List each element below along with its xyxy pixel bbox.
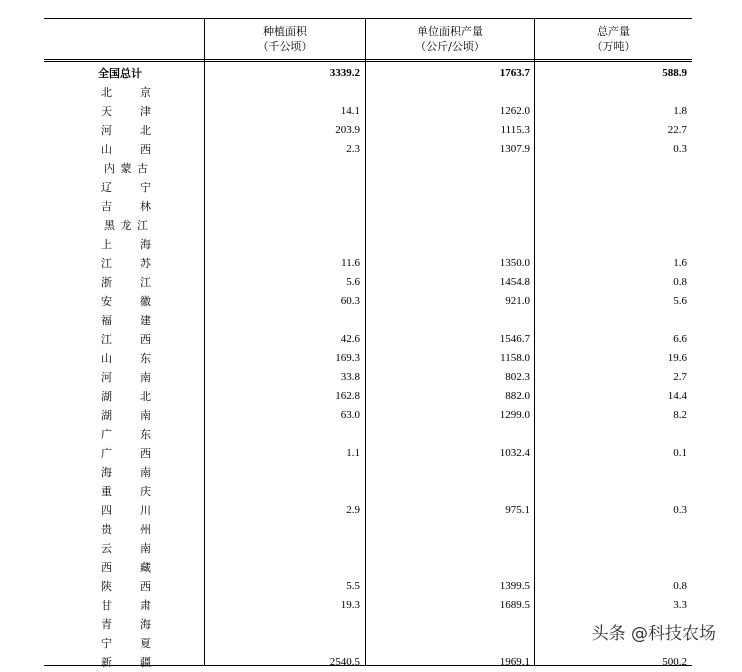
region-name: 云 南 (101, 542, 151, 555)
region-name: 青 海 (101, 618, 151, 631)
top-rule (44, 18, 692, 19)
table-row (44, 235, 692, 254)
planting-area-cell: 11.6 (341, 257, 360, 269)
watermark: 头条 @科技农场 (588, 617, 720, 646)
header-yield-per-area: 单位面积产量 （公斤/公顷） (415, 25, 485, 53)
region-name: 吉 林 (101, 200, 151, 213)
table-row (44, 501, 692, 520)
yield-cell: 1689.5 (499, 599, 530, 611)
planting-area-cell: 60.3 (340, 295, 360, 307)
planting-area-cell: 2.3 (346, 143, 360, 155)
yield-cell: 1299.0 (499, 409, 530, 421)
yield-cell: 1158.0 (500, 352, 530, 364)
region-name: 贵 州 (101, 523, 151, 536)
table-row (44, 140, 692, 159)
yield-cell: 921.0 (505, 295, 530, 307)
header-total-output: 总产量 （万吨） (591, 25, 636, 53)
region-name: 新 疆 (101, 656, 151, 669)
table-row (44, 330, 692, 349)
region-name: 海 南 (101, 466, 151, 479)
table-row (44, 216, 692, 235)
header-rule (44, 59, 692, 60)
planting-area-cell: 5.5 (346, 580, 360, 592)
table-row (44, 273, 692, 292)
total-output-cell: 19.6 (667, 352, 687, 364)
region-name: 河 北 (101, 124, 151, 137)
table-row (44, 197, 692, 216)
table-row (44, 596, 692, 615)
yield-cell: 1969.1 (499, 656, 530, 668)
region-name: 陕 西 (101, 580, 151, 593)
yield-cell: 1763.7 (499, 67, 530, 79)
region-name: 天 津 (101, 105, 151, 118)
total-output-cell: 0.8 (673, 276, 687, 288)
table-row (44, 368, 692, 387)
region-name: 全国总计 (98, 67, 142, 80)
region-name: 辽 宁 (101, 181, 151, 194)
region-name: 山 东 (101, 352, 151, 365)
planting-area-cell: 33.8 (340, 371, 360, 383)
table-row (44, 425, 692, 444)
planting-area-cell: 5.6 (346, 276, 360, 288)
total-output-cell: 1.8 (673, 105, 687, 117)
total-output-cell: 6.6 (673, 333, 687, 345)
planting-area-cell: 14.1 (340, 105, 360, 117)
yield-cell: 1307.9 (499, 143, 530, 155)
planting-area-cell: 19.3 (340, 599, 360, 611)
yield-cell: 1399.5 (499, 580, 530, 592)
yield-cell: 802.3 (505, 371, 530, 383)
table-row (44, 159, 692, 178)
region-name: 福 建 (101, 314, 151, 327)
planting-area-cell: 42.6 (340, 333, 360, 345)
planting-area-cell: 2540.5 (329, 656, 360, 668)
region-name: 西 藏 (101, 561, 151, 574)
region-name: 宁 夏 (101, 637, 151, 650)
table-row (44, 178, 692, 197)
total-output-cell: 14.4 (667, 390, 687, 402)
total-output-cell: 500.2 (662, 656, 687, 668)
region-name: 上 海 (101, 238, 151, 251)
region-name: 甘 肃 (101, 599, 151, 612)
total-output-cell: 5.6 (673, 295, 687, 307)
total-output-cell: 0.3 (673, 143, 687, 155)
header-planting-area: 种植面积 （千公顷） (257, 25, 313, 53)
planting-area-cell: 162.8 (335, 390, 360, 402)
yield-cell: 1115.3 (500, 124, 530, 136)
planting-area-cell: 203.9 (335, 124, 360, 136)
yield-cell: 975.1 (505, 504, 530, 516)
region-name: 湖 南 (101, 409, 151, 422)
total-output-cell: 2.7 (673, 371, 687, 383)
table-row (44, 102, 692, 121)
total-output-cell: 1.6 (673, 257, 687, 269)
region-name: 浙 江 (101, 276, 151, 289)
data-table (44, 18, 692, 669)
region-name: 安 徽 (101, 295, 151, 308)
region-name: 山 西 (101, 143, 151, 156)
yield-cell: 1262.0 (499, 105, 530, 117)
region-name: 广 东 (101, 428, 151, 441)
yield-cell: 1350.0 (499, 257, 530, 269)
region-name: 湖 北 (101, 390, 151, 403)
total-output-cell: 8.2 (673, 409, 687, 421)
planting-area-cell: 1.1 (346, 447, 360, 459)
table-row (44, 121, 692, 140)
table-row (44, 577, 692, 596)
table-row (44, 482, 692, 501)
table-row (44, 463, 692, 482)
region-name: 四 川 (101, 504, 151, 517)
region-name: 江 西 (101, 333, 151, 346)
total-output-cell: 0.1 (673, 447, 687, 459)
yield-cell: 1454.8 (499, 276, 530, 288)
table-row (44, 558, 692, 577)
total-output-cell: 3.3 (673, 599, 687, 611)
table-row (44, 444, 692, 463)
region-name: 广 西 (101, 447, 151, 460)
region-name: 北 京 (101, 86, 151, 99)
region-name: 江 苏 (101, 257, 151, 270)
table-row (44, 83, 692, 102)
table-row (44, 539, 692, 558)
table-row (44, 406, 692, 425)
yield-cell: 1546.7 (499, 333, 530, 345)
region-name: 河 南 (101, 371, 151, 384)
planting-area-cell: 2.9 (346, 504, 360, 516)
planting-area-cell: 3339.2 (329, 67, 360, 79)
total-output-cell: 588.9 (662, 67, 687, 79)
total-row (44, 64, 692, 83)
yield-cell: 1032.4 (499, 447, 530, 459)
planting-area-cell: 169.3 (335, 352, 360, 364)
table-row (44, 311, 692, 330)
total-output-cell: 0.8 (673, 580, 687, 592)
table-row (44, 387, 692, 406)
table-row (44, 349, 692, 368)
total-output-cell: 22.7 (667, 124, 687, 136)
table-row (44, 520, 692, 539)
planting-area-cell: 63.0 (340, 409, 360, 421)
table-row (44, 653, 692, 672)
region-name: 内 蒙 古 (104, 162, 148, 175)
table-row (44, 254, 692, 273)
yield-cell: 882.0 (505, 390, 530, 402)
table-row (44, 292, 692, 311)
region-name: 黑 龙 江 (104, 219, 148, 232)
header-rule-2 (44, 61, 692, 62)
total-output-cell: 0.3 (673, 504, 687, 516)
region-name: 重 庆 (101, 485, 151, 498)
